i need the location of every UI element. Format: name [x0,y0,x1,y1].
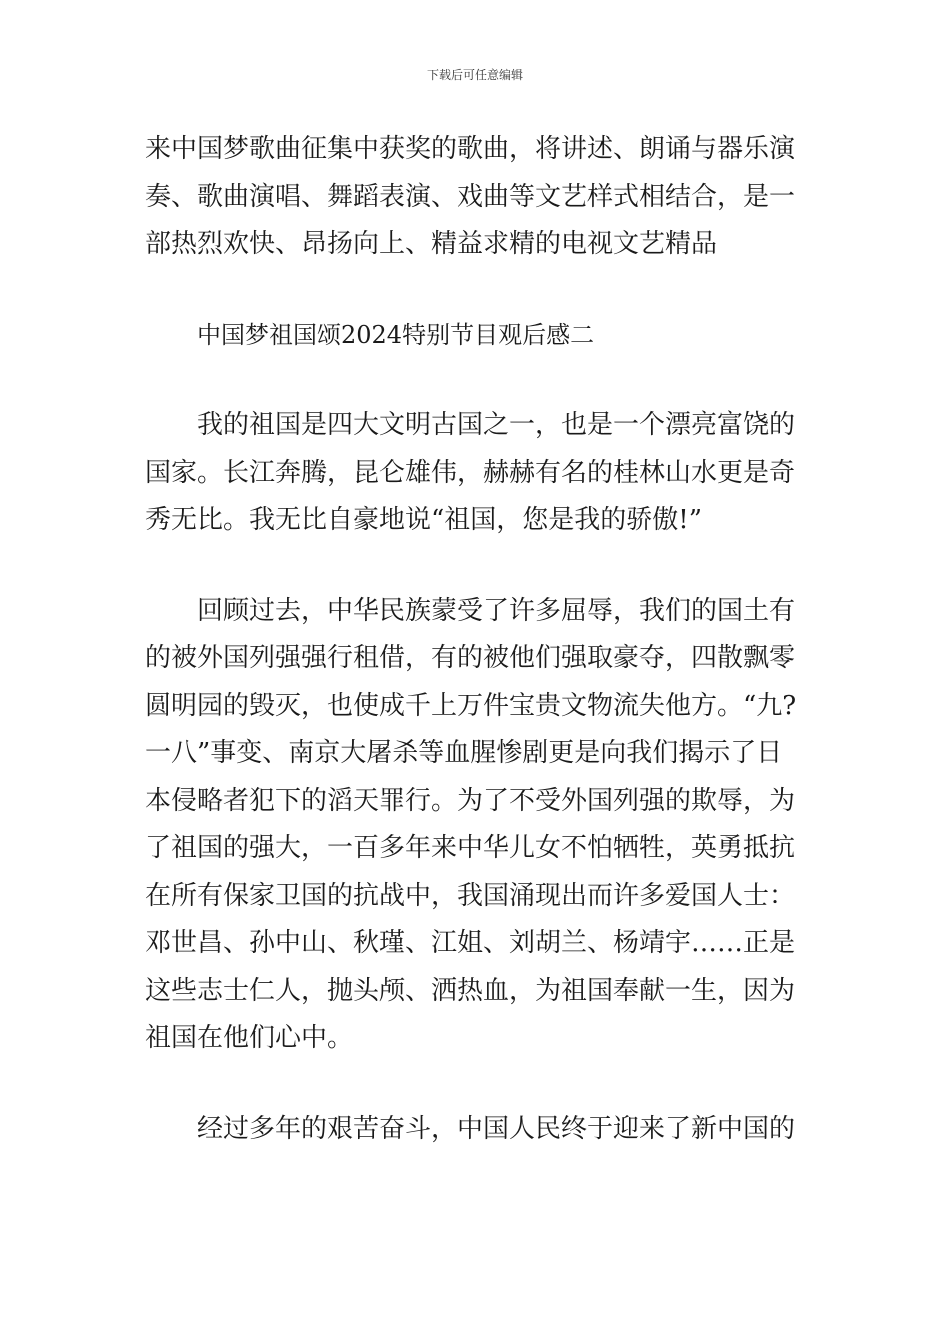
paragraph-1 [145,126,810,269]
paragraph-line: 的被外国列强强行租借，有的被他们强取豪夺，四散飘零 [145,643,796,673]
paragraph-line: 在所有保家卫国的抗战中，我国涌现出而许多爱国人士： [145,880,796,911]
paragraph-line: 祖国在他们心中。 [145,1023,354,1053]
document-body [145,126,810,1196]
paragraph-line: 回顾过去，中华民族蒙受了许多屈辱，我们的国土有 [197,595,796,626]
section-title: 中国梦祖国颂2024特别节目观后感二 [197,320,595,349]
paragraph-line: 部热烈欢快、昂扬向上、精益求精的电视文艺精品 [145,229,718,259]
paragraph-2 [145,402,810,545]
paragraph-line: 本侵略者犯下的滔天罪行。为了不受外国列强的欺辱，为 [145,785,796,816]
header-note: 下载后可任意编辑 [426,68,523,82]
paragraph-3 [145,588,810,1063]
paragraph-line: 奏、歌曲演唱、舞蹈表演、戏曲等文艺样式相结合，是一 [145,181,796,212]
paragraph-line: 来中国梦歌曲征集中获奖的歌曲，将讲述、朗诵与器乐演 [145,134,796,164]
paragraph-line: 国家。长江奔腾，昆仑雄伟，赫赫有名的桂林山水更是奇 [145,457,796,488]
paragraph-line: 圆明园的毁灭，也使成千上万件宝贵文物流失他方。“九? [145,690,797,721]
paragraph-line: 经过多年的艰苦奋斗，中国人民终于迎来了新中国的 [197,1113,796,1144]
paragraph-line: 一八”事变、南京大屠杀等血腥惨剧更是向我们揭示了日 [145,738,783,768]
paragraph-4 [145,1106,810,1154]
paragraph-line: 了祖国的强大，一百多年来中华儿女不怕牺牲，英勇抵抗 [145,833,796,863]
paragraph-line: 这些志士仁人，抛头颅、洒热血，为祖国奉献一生，因为 [145,975,796,1006]
paragraph-line: 邓世昌、孙中山、秋瑾、江姐、刘胡兰、杨靖宇……正是 [145,928,796,958]
paragraph-line: 我的祖国是四大文明古国之一，也是一个漂亮富饶的 [197,410,796,440]
paragraph-line: 秀无比。我无比自豪地说“祖国，您是我的骄傲!” [145,505,703,535]
